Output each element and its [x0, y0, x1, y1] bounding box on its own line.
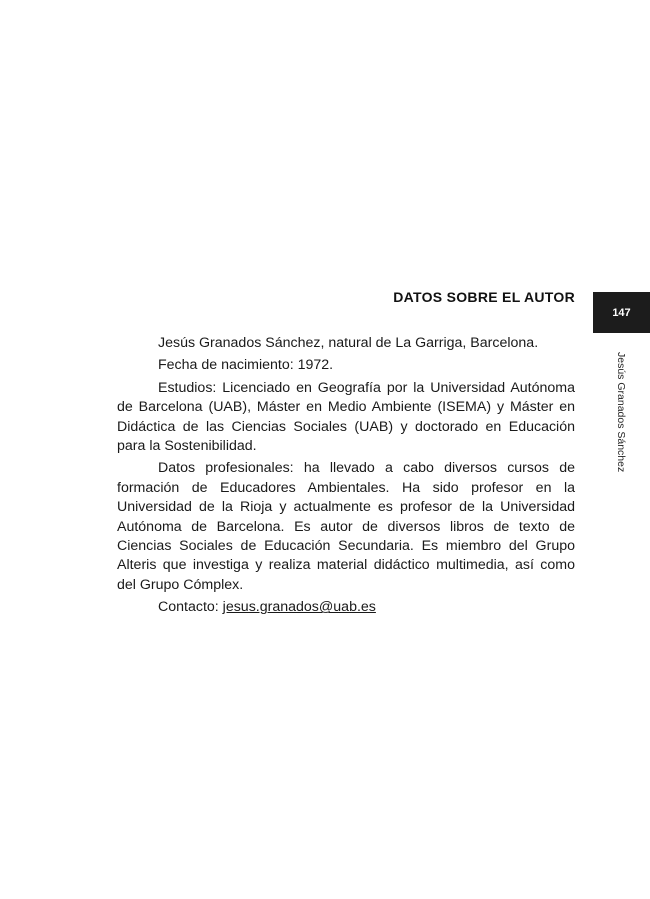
- bio-birthdate-paragraph: Fecha de nacimiento: 1972.: [158, 357, 334, 374]
- contact-label: Contacto:: [158, 599, 223, 616]
- section-title: DATOS SOBRE EL AUTOR: [393, 289, 575, 305]
- bio-professional-paragraph: Datos profesionales: ha llevado a cabo diversos cursos de formación de Educadores Ambientales. Ha sido profesor en la Universidad de la Rioja y actualmente es profesor de la Universidad Autónoma de Barcelona. Es autor de diversos libros de texto de Ciencias Sociales de Educación Secundaria. Es miembro del Grupo Alteris que investiga y realiza material didáctico multimedia, así como del Grupo Cómplex.: [117, 460, 575, 593]
- page-number-tab: [593, 292, 650, 333]
- bio-name-paragraph: Jesús Granados Sánchez, natural de La Garriga, Barcelona.: [158, 335, 539, 351]
- bio-studies-paragraph: Estudios: Licenciado en Geografía por la Universidad Autónoma de Barcelona (UAB), Máster en Medio Ambiente (ISEMA) y Máster en Didáctica de las Ciencias Sociales (UAB) y doctorado en Educación para la Sostenibilidad.: [117, 379, 575, 455]
- page-number: 147: [612, 306, 631, 319]
- contact-email-link[interactable]: jesus.granados@uab.es: [222, 599, 376, 616]
- author-bio: [117, 334, 575, 621]
- running-head-author: Jesús Granados Sánchez: [615, 352, 627, 473]
- bio-contact-paragraph: [117, 598, 575, 617]
